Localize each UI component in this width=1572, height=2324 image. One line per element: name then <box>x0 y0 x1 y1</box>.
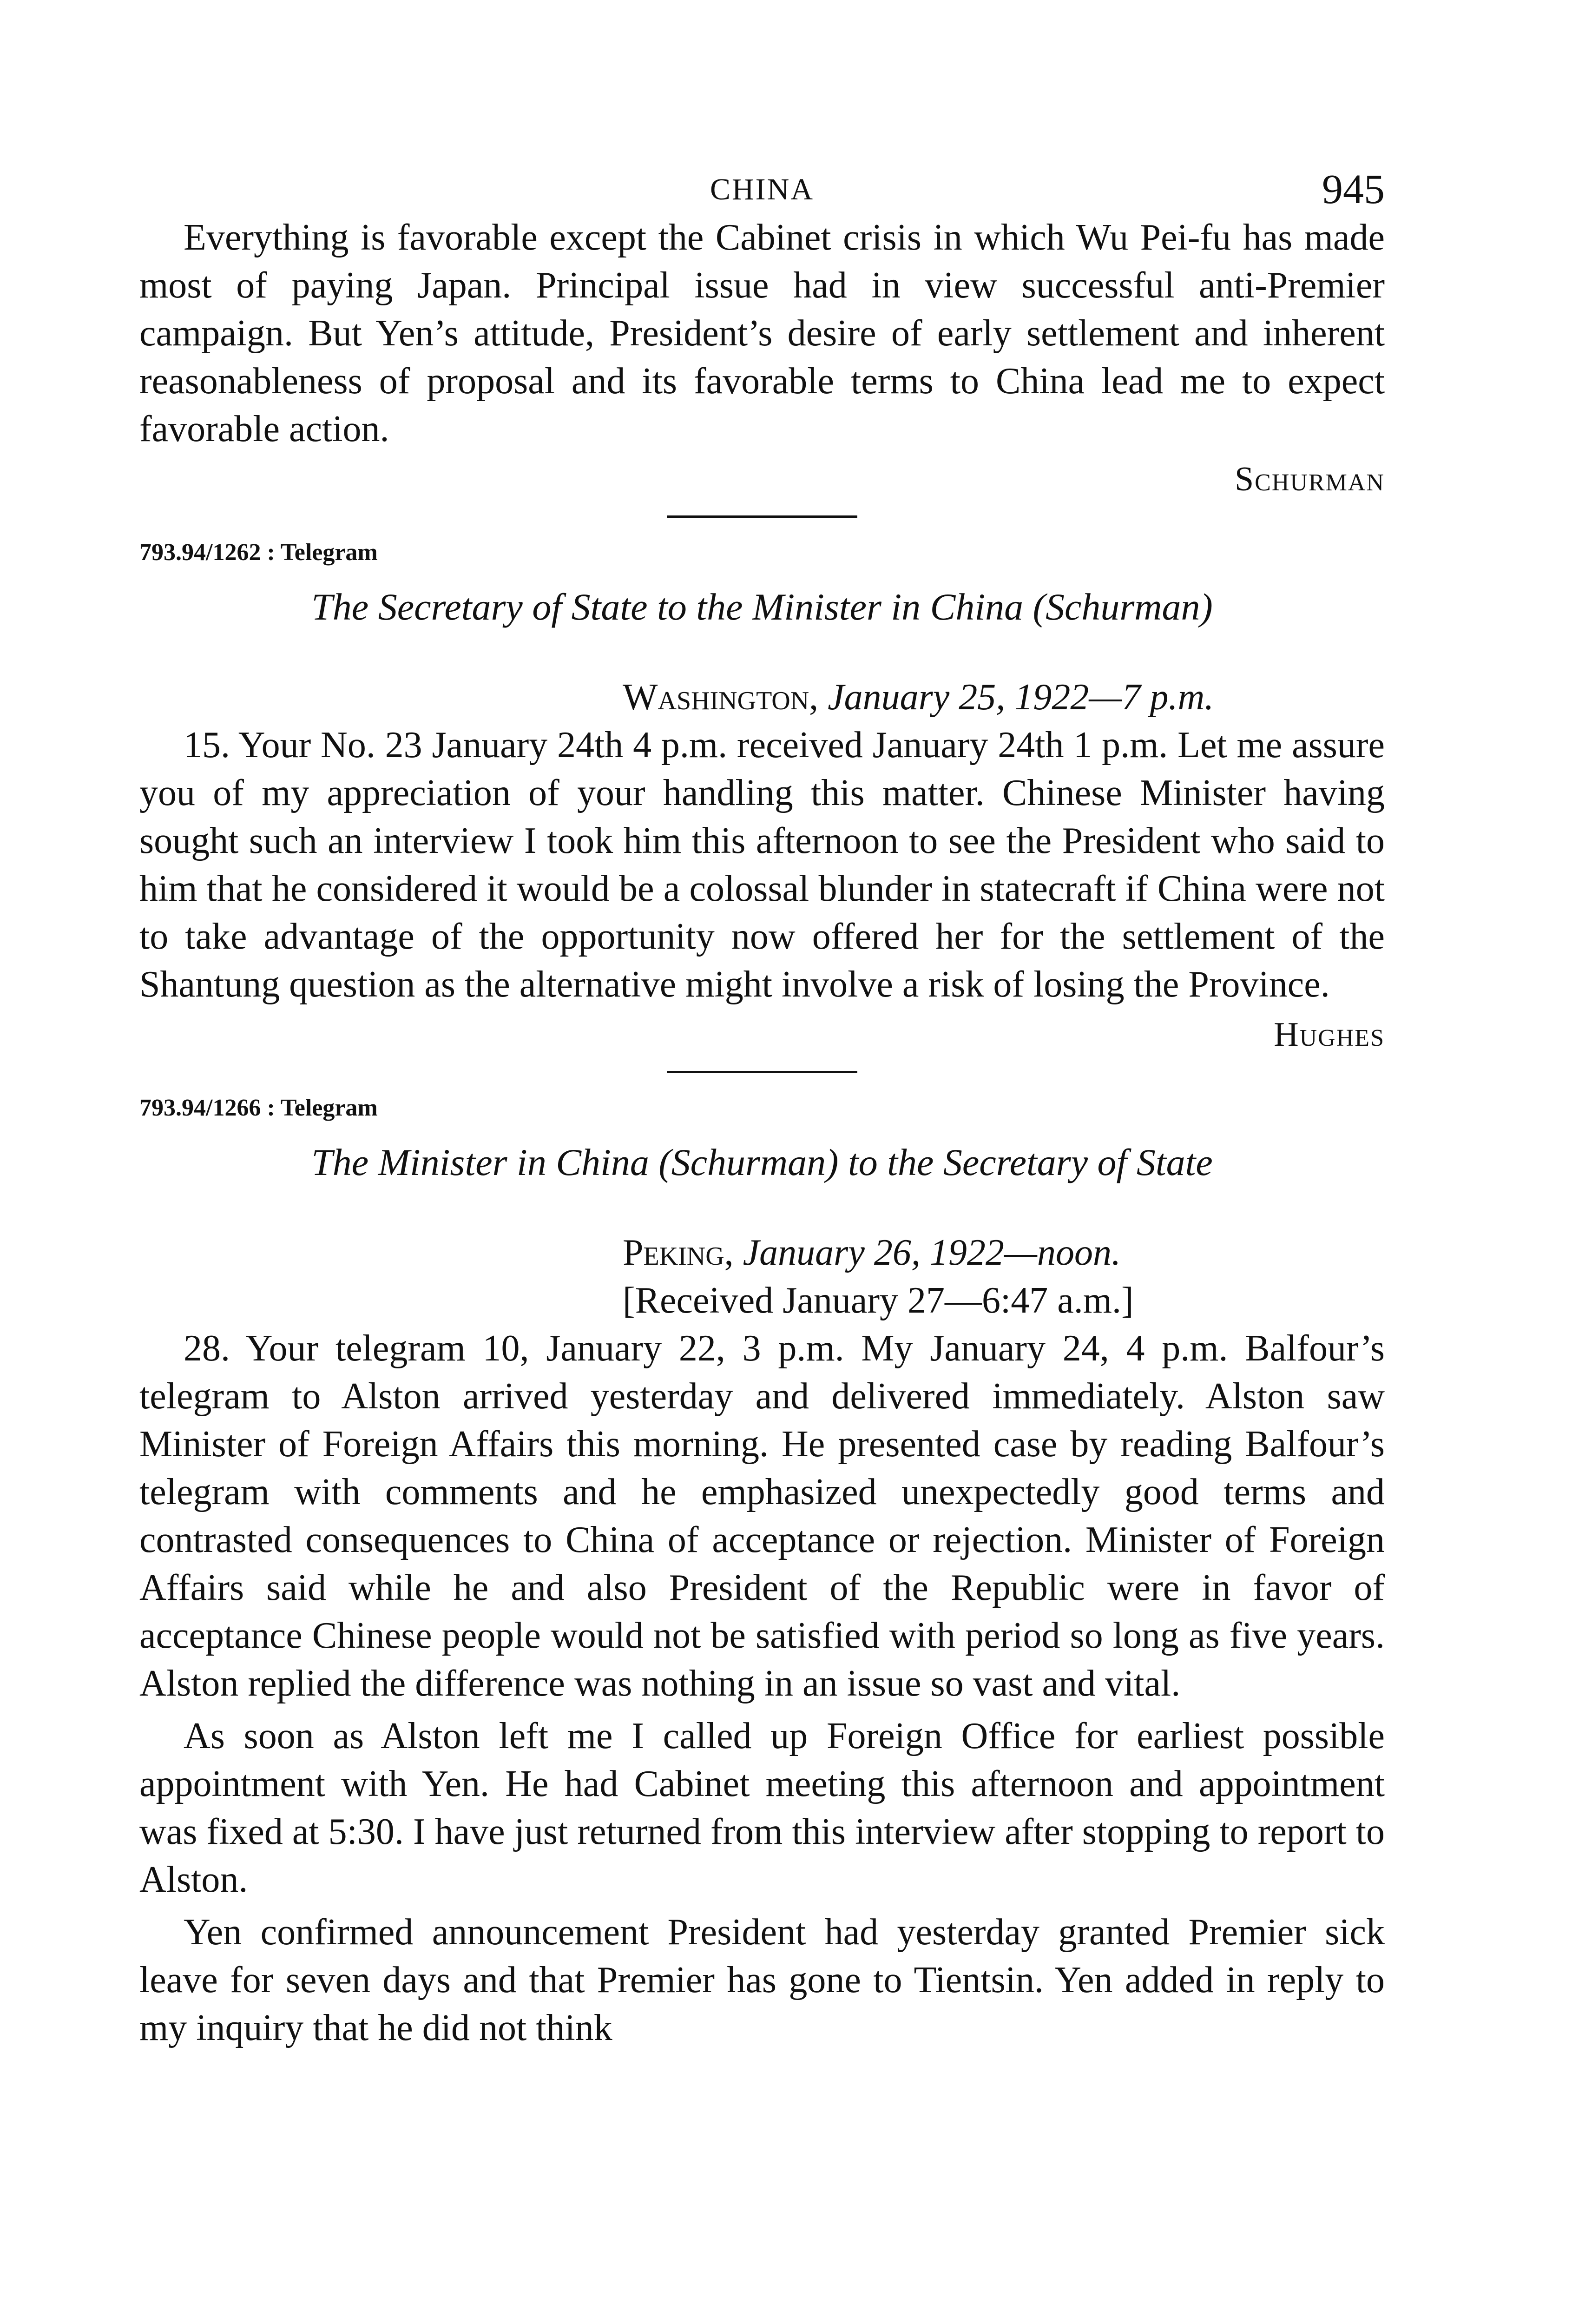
file-reference: 793.94/1266 : Telegram <box>139 1095 378 1121</box>
dateline <box>139 1229 1385 1277</box>
dateline <box>139 673 1385 721</box>
body-paragraph: As soon as Alston left me I called up Foreign Office for earliest possible appointment with Yen. He had Cabinet meeting this afternoon and appointment was fixed at 5:30. I have just returned from this interview after stopping to report to Alston. <box>139 1716 1385 1900</box>
document-title: The Secretary of State to the Minister in China (Schurman) <box>311 586 1213 628</box>
section-divider <box>667 515 857 518</box>
page-number: 945 <box>1322 166 1385 212</box>
dateline-date: January 26, 1922—noon. <box>743 1232 1121 1273</box>
body-paragraph: Everything is favorable except the Cabinet crisis in which Wu Pei-fu has made most of paying Japan. Principal issue had in view successful anti-Premier campaign. But Yen’s attitude, President’s desire of early settlement and inherent reasonableness of proposal and its favorable terms to China lead me to expect favorable action. <box>139 217 1385 449</box>
signature: Schurman <box>1235 460 1385 498</box>
telegram-continuation <box>139 214 1385 515</box>
body-paragraph: Yen confirmed announcement President had yesterday granted Premier sick leave for seven days and that Premier has gone to Tientsin. Yen added in reply to my inquiry that he did not think <box>139 1912 1385 2048</box>
section-divider <box>667 1071 857 1073</box>
running-head <box>139 158 1385 214</box>
received-note: [Received January 27—6:47 a.m.] <box>623 1280 1134 1321</box>
dateline-place: Washington, <box>623 677 819 718</box>
signature: Hughes <box>1274 1016 1385 1054</box>
dateline-date: January 25, 1922—7 p.m. <box>828 677 1214 718</box>
body-paragraph: 15. Your No. 23 January 24th 4 p.m. received January 24th 1 p.m. Let me assure you of my appreciation of your handling this matter. Chinese Minister having sought such an interview I took him this afternoon to see the President who said to him that he considered it would be a colossal blunder in statecraft if China were not to take advantage of the opportunity now offered her for the settlement of the Shantung question as the alternative might involve a risk of losing the Province. <box>139 725 1385 1005</box>
running-title: CHINA <box>710 172 814 206</box>
document-page <box>139 158 1385 2052</box>
telegram-section <box>139 1094 1385 2052</box>
telegram-section <box>139 539 1385 1071</box>
body-paragraph: 28. Your telegram 10, January 22, 3 p.m. My January 24, 4 p.m. Balfour’s telegram to Alston arrived yesterday and delivered immediately. Alston saw Minister of Foreign Affairs this morning. He presented case by reading Balfour’s telegram with comments and he emphasized unexpectedly good terms and contrasted consequences to China of acceptance or rejection. Minister of Foreign Affairs said while he and also President of the Republic were in favor of acceptance Chinese people would not be satisfied with period so long as five years. Alston replied the difference was nothing in an issue so vast and vital. <box>139 1328 1385 1704</box>
file-reference: 793.94/1262 : Telegram <box>139 539 378 566</box>
dateline-place: Peking, <box>623 1232 734 1273</box>
document-title: The Minister in China (Schurman) to the Secretary of State <box>311 1141 1213 1183</box>
